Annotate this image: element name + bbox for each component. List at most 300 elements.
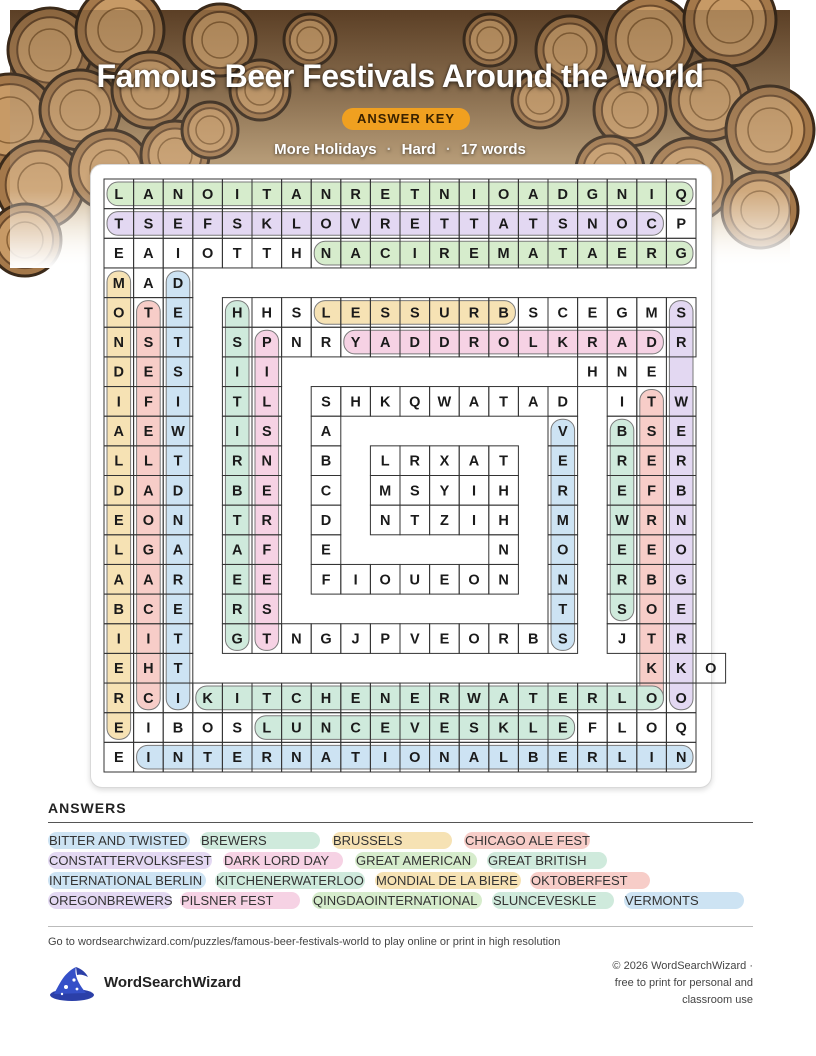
- answer-text: BRUSSELS: [333, 833, 403, 848]
- grid-letter: J: [351, 631, 360, 648]
- grid-letter: O: [705, 661, 717, 678]
- grid-letter: L: [114, 453, 124, 470]
- grid-letter: E: [113, 750, 124, 767]
- grid-canvas[interactable]: [104, 179, 717, 772]
- footer-divider: [48, 926, 753, 927]
- grid-letter: G: [231, 631, 243, 648]
- grid-letter: R: [557, 483, 569, 500]
- grid-letter: R: [587, 750, 598, 767]
- grid-letter: E: [617, 542, 627, 559]
- grid-letter: E: [676, 424, 687, 441]
- grid-letter: Q: [675, 186, 687, 203]
- grid-letter: W: [674, 394, 689, 411]
- grid-letter: K: [498, 720, 509, 737]
- grid-letter: N: [291, 335, 302, 352]
- grid-letter: A: [468, 750, 480, 767]
- grid-letter: N: [439, 186, 450, 203]
- grid-letter: S: [232, 720, 243, 737]
- grid-letter: P: [676, 216, 687, 233]
- grid-letter: R: [587, 690, 598, 707]
- grid-letter: A: [143, 275, 154, 292]
- grid-letter: E: [261, 572, 272, 589]
- grid-letter: R: [675, 631, 687, 648]
- answer-text: SLUNCEVESKLE: [493, 893, 597, 908]
- answer-text: KITCHENERWATERLOO: [216, 873, 364, 888]
- grid-letter: M: [112, 275, 125, 292]
- grid-letter: U: [439, 305, 450, 322]
- grid-letter: B: [646, 572, 657, 589]
- grid-letter: H: [231, 305, 243, 322]
- grid-letter: D: [172, 483, 184, 500]
- word-count-label: 17 words: [460, 141, 526, 158]
- grid-letter: Y: [439, 483, 450, 500]
- brand-name[interactable]: WordSearchWizard: [104, 974, 242, 991]
- grid-letter: F: [647, 483, 657, 500]
- grid-letter: O: [468, 631, 480, 648]
- grid-letter: I: [146, 720, 151, 737]
- grid-letter: C: [291, 690, 302, 707]
- grid-letter: E: [676, 601, 687, 618]
- grid-letter: S: [528, 305, 539, 322]
- grid-letter: I: [619, 394, 625, 411]
- answer-text: DARK LORD DAY: [224, 853, 330, 868]
- grid-letter: C: [320, 483, 332, 500]
- grid-letter: X: [439, 453, 450, 470]
- grid-letter: L: [528, 335, 538, 352]
- grid-letter: J: [617, 631, 627, 648]
- grid-letter: N: [379, 690, 391, 707]
- grid-letter: F: [143, 394, 153, 411]
- grid-letter: M: [556, 512, 569, 529]
- grid-letter: A: [113, 424, 125, 441]
- grid-letter: E: [143, 364, 154, 381]
- grid-letter: R: [261, 512, 273, 529]
- category-label[interactable]: More Holidays: [274, 141, 377, 158]
- grid-letter: O: [201, 186, 214, 203]
- grid-letter: M: [645, 305, 658, 322]
- grid-letter: E: [261, 483, 272, 500]
- answers-divider: [48, 822, 753, 823]
- answer-item: [48, 852, 212, 869]
- answer-item: [530, 872, 628, 889]
- grid-letter: N: [172, 186, 184, 203]
- grid-letter: T: [469, 216, 479, 233]
- grid-letter: O: [557, 542, 569, 559]
- grid-letter: R: [113, 690, 125, 707]
- grid-letter: E: [587, 305, 598, 322]
- answer-text: CHICAGO ALE FEST: [465, 833, 590, 848]
- grid-letter: S: [557, 631, 568, 648]
- grid-letter: C: [143, 601, 154, 618]
- grid-letter: A: [527, 394, 539, 411]
- answer-item: [48, 832, 187, 849]
- grid-letter: S: [469, 720, 479, 737]
- grid-letter: O: [645, 720, 658, 737]
- grid-letter: L: [617, 690, 627, 707]
- grid-letter: O: [201, 246, 214, 263]
- grid-letter: T: [173, 453, 183, 470]
- grid-letter: A: [468, 453, 480, 470]
- grid-letter: G: [320, 631, 332, 648]
- grid-letter: A: [350, 246, 361, 263]
- grid-letter: S: [232, 335, 243, 352]
- grid-letter: B: [231, 483, 243, 500]
- grid-letter: K: [261, 216, 273, 233]
- grid-letter: A: [527, 186, 539, 203]
- grid-letter: E: [380, 186, 391, 203]
- grid-letter: N: [291, 631, 302, 648]
- grid-letter: M: [497, 246, 510, 263]
- grid-letter: D: [320, 512, 332, 529]
- grid-letter: W: [437, 394, 452, 411]
- grid-letter: R: [587, 335, 598, 352]
- grid-letter: H: [498, 512, 509, 529]
- answer-item: [200, 832, 267, 849]
- grid-letter: B: [616, 424, 628, 441]
- answer-text: GREAT AMERICAN: [356, 853, 472, 868]
- grid-letter: E: [646, 453, 657, 470]
- grid-letter: N: [379, 512, 391, 529]
- grid-letter: I: [175, 394, 181, 411]
- grid-letter: A: [143, 246, 154, 263]
- grid-letter: G: [675, 246, 687, 263]
- grid-letter: R: [439, 246, 450, 263]
- grid-letter: R: [616, 453, 628, 470]
- answer-item: [223, 852, 329, 869]
- grid-letter: T: [647, 631, 657, 648]
- grid-letter: T: [558, 246, 568, 263]
- answer-text: CONSTATTERVOLKSFEST: [49, 853, 212, 868]
- wizard-hat-icon[interactable]: [46, 963, 94, 1003]
- grid-letter: O: [616, 216, 628, 233]
- grid-letter: N: [320, 186, 332, 203]
- grid-letter: T: [232, 512, 242, 529]
- grid-letter: T: [262, 186, 272, 203]
- grid-letter: G: [586, 186, 599, 203]
- grid-letter: A: [616, 335, 628, 352]
- grid-letter: H: [261, 305, 273, 322]
- grid-letter: O: [645, 601, 658, 618]
- grid-letter: L: [291, 216, 301, 233]
- grid-letter: E: [409, 216, 420, 233]
- grid-letter: A: [143, 483, 154, 500]
- grid-letter: L: [617, 720, 627, 737]
- grid-letter: C: [557, 305, 569, 322]
- grid-letter: P: [261, 335, 272, 352]
- grid-letter: S: [261, 424, 272, 441]
- footer-link[interactable]: Go to wordsearchwizard.com/puzzles/famous-beer-festivals-world to play online or print in high resolution: [48, 936, 561, 948]
- grid-letter: U: [409, 572, 421, 589]
- grid-letter: O: [142, 512, 155, 529]
- grid-letter: H: [320, 690, 332, 707]
- grid-letter: F: [203, 216, 213, 233]
- grid-letter: L: [380, 453, 390, 470]
- grid-letter: I: [353, 572, 358, 589]
- grid-letter: L: [143, 453, 153, 470]
- grid-letter: Q: [409, 394, 421, 411]
- grid-letter: E: [232, 572, 243, 589]
- page-title: Famous Beer Festivals Around the World: [96, 58, 704, 94]
- grid-letter: R: [646, 246, 657, 263]
- grid-letter: Z: [439, 512, 449, 529]
- grid-letter: S: [321, 394, 331, 411]
- grid-letter: L: [617, 750, 627, 767]
- grid-letter: R: [231, 453, 243, 470]
- grid-letter: L: [528, 720, 538, 737]
- grid-letter: T: [173, 661, 183, 678]
- grid-letter: A: [320, 424, 332, 441]
- grid-letter: S: [617, 601, 627, 618]
- grid-letter: L: [262, 394, 272, 411]
- grid-letter: D: [439, 335, 450, 352]
- grid-letter: R: [646, 512, 657, 529]
- grid-letter: E: [113, 246, 124, 263]
- answer-item: [180, 892, 273, 909]
- grid-letter: E: [350, 305, 361, 322]
- grid-letter: E: [232, 750, 243, 767]
- answer-text: QINGDAOINTERNATIONAL: [313, 893, 478, 908]
- grid-letter: K: [379, 394, 391, 411]
- grid-letter: E: [143, 424, 154, 441]
- grid-letter: A: [113, 572, 125, 589]
- grid-letter: N: [616, 364, 628, 381]
- grid-letter: N: [498, 542, 509, 559]
- grid-letter: B: [498, 305, 509, 322]
- grid-letter: A: [527, 246, 539, 263]
- grid-letter: N: [320, 246, 332, 263]
- grid-letter: W: [171, 424, 185, 441]
- grid-letter: I: [146, 750, 151, 767]
- grid-letter: S: [676, 305, 687, 322]
- grid-letter: W: [467, 690, 481, 707]
- grid-letter: O: [497, 186, 510, 203]
- grid-letter: S: [173, 364, 183, 381]
- grid-letter: G: [616, 305, 628, 322]
- grid-letter: W: [615, 512, 629, 529]
- grid-letter: H: [143, 661, 154, 678]
- difficulty-label: Hard: [401, 141, 436, 158]
- grid-letter: R: [675, 453, 687, 470]
- grid-letter: R: [350, 186, 361, 203]
- grid-letter: K: [675, 661, 687, 678]
- grid-letter: N: [291, 750, 302, 767]
- grid-letter: I: [649, 750, 654, 767]
- grid-letter: A: [379, 335, 391, 352]
- grid-letter: R: [616, 572, 628, 589]
- grid-letter: S: [143, 335, 154, 352]
- grid-letter: K: [202, 690, 213, 707]
- copyright-line: classroom use: [682, 994, 753, 1006]
- answer-item: [312, 892, 477, 909]
- grid-letter: H: [291, 246, 302, 263]
- grid-letter: I: [264, 364, 269, 381]
- answer-text: INTERNATIONAL BERLIN: [49, 873, 203, 888]
- grid-letter: D: [113, 483, 125, 500]
- answer-text: BITTER AND TWISTED: [49, 833, 188, 848]
- grid-letter: O: [379, 572, 391, 589]
- grid-letter: V: [350, 216, 361, 233]
- grid-letter: E: [557, 690, 568, 707]
- grid-letter: N: [261, 453, 273, 470]
- grid-letter: A: [172, 542, 184, 559]
- grid-letter: O: [409, 750, 421, 767]
- grid-letter: D: [113, 364, 125, 381]
- grid-letter: T: [499, 453, 509, 470]
- grid-letter: R: [172, 572, 184, 589]
- grid-letter: O: [320, 216, 332, 233]
- grid-letter: T: [262, 246, 272, 263]
- grid-letter: N: [172, 750, 184, 767]
- grid-letter: I: [175, 246, 181, 263]
- grid-letter: G: [142, 542, 155, 559]
- grid-letter: I: [383, 750, 388, 767]
- grid-letter: E: [617, 246, 627, 263]
- answer-item: [215, 872, 364, 889]
- answer-text: GREAT BRITISH: [488, 853, 587, 868]
- answer-item: [375, 872, 518, 889]
- grid-letter: E: [557, 750, 568, 767]
- grid-letter: T: [262, 690, 272, 707]
- grid-letter: E: [646, 542, 657, 559]
- grid-letter: S: [557, 216, 568, 233]
- grid-letter: I: [116, 631, 121, 648]
- grid-letter: S: [380, 305, 391, 322]
- grid-letter: A: [143, 186, 154, 203]
- grid-letter: A: [143, 572, 154, 589]
- answer-item: [48, 892, 173, 909]
- grid-letter: T: [173, 631, 183, 648]
- grid-letter: A: [320, 750, 332, 767]
- grid-letter: T: [203, 750, 213, 767]
- grid-letter: S: [143, 216, 154, 233]
- grid-letter: S: [291, 305, 302, 322]
- grid-letter: O: [201, 720, 214, 737]
- answer-item: [48, 872, 202, 889]
- grid-letter: T: [499, 394, 509, 411]
- grid-letter: E: [409, 690, 420, 707]
- grid-letter: R: [498, 631, 509, 648]
- grid-letter: E: [173, 216, 183, 233]
- grid-letter: O: [113, 305, 125, 322]
- grid-letter: S: [646, 424, 657, 441]
- grid-letter: A: [498, 690, 509, 707]
- grid-letter: C: [143, 690, 154, 707]
- grid-letter: E: [439, 631, 450, 648]
- grid-letter: S: [409, 483, 420, 500]
- grid-letter: E: [380, 720, 391, 737]
- grid-letter: T: [351, 750, 361, 767]
- answer-item: [464, 832, 590, 849]
- grid-letter: B: [113, 601, 125, 618]
- grid-letter: S: [232, 216, 243, 233]
- copyright-notice: [560, 958, 753, 1009]
- grid-letter: T: [262, 631, 272, 648]
- grid-letter: E: [557, 720, 568, 737]
- grid-letter: R: [468, 305, 480, 322]
- grid-letter: B: [527, 750, 539, 767]
- grid-letter: T: [410, 186, 420, 203]
- grid-letter: K: [557, 335, 569, 352]
- grid-letter: E: [173, 305, 183, 322]
- grid-letter: D: [409, 335, 421, 352]
- grid-letter: I: [235, 186, 240, 203]
- grid-letter: N: [675, 512, 687, 529]
- grid-letter: N: [172, 512, 184, 529]
- grid-letter: Y: [350, 335, 361, 352]
- grid-letter: E: [469, 246, 479, 263]
- answer-text: VERMONTS: [625, 893, 699, 908]
- grid-letter: L: [114, 542, 124, 559]
- grid-letter: D: [646, 335, 657, 352]
- grid-letter: M: [379, 483, 392, 500]
- grid-letter: A: [468, 394, 480, 411]
- answer-text: MONDIAL DE LA BIERE: [376, 873, 518, 888]
- answer-text: PILSNER FEST: [181, 893, 274, 908]
- grid-letter: I: [235, 364, 240, 381]
- grid-letter: I: [235, 690, 240, 707]
- grid-letter: T: [232, 246, 242, 263]
- grid-letter: A: [231, 542, 243, 559]
- grid-letter: L: [262, 720, 272, 737]
- grid-letter: N: [498, 572, 509, 589]
- word-search-grid[interactable]: [104, 179, 717, 772]
- grid-letter: R: [320, 335, 332, 352]
- grid-letter: I: [175, 690, 181, 707]
- grid-letter: A: [587, 246, 598, 263]
- grid-letter: B: [320, 453, 332, 470]
- grid-letter: L: [499, 750, 509, 767]
- grid-letter: E: [646, 364, 657, 381]
- answer-key-badge: ANSWER KEY: [342, 108, 470, 130]
- grid-letter: C: [379, 246, 391, 263]
- answer-item: [355, 852, 471, 869]
- grid-letter: R: [379, 216, 391, 233]
- grid-letter: E: [113, 661, 124, 678]
- grid-letter: I: [471, 483, 477, 500]
- grid-letter: E: [113, 512, 124, 529]
- grid-letter: E: [350, 690, 361, 707]
- grid-letter: N: [675, 750, 687, 767]
- answer-item: [492, 892, 596, 909]
- grid-letter: T: [232, 394, 242, 411]
- grid-letter: S: [409, 305, 420, 322]
- grid-letter: E: [617, 483, 627, 500]
- grid-letter: R: [675, 335, 687, 352]
- grid-letter: T: [647, 394, 657, 411]
- grid-letter: O: [497, 335, 510, 352]
- grid-letter: R: [468, 335, 480, 352]
- grid-letter: A: [498, 216, 509, 233]
- grid-letter: T: [410, 512, 420, 529]
- answer-text: OREGONBREWERS: [49, 893, 173, 908]
- grid-letter: R: [261, 750, 273, 767]
- grid-letter: L: [321, 305, 331, 322]
- grid-letter: B: [675, 483, 687, 500]
- grid-letter: R: [409, 453, 421, 470]
- grid-letter: U: [291, 720, 302, 737]
- grid-letter: E: [439, 720, 450, 737]
- answer-item: [332, 832, 402, 849]
- grid-letter: E: [321, 542, 331, 559]
- grid-letter: T: [558, 601, 568, 618]
- grid-letter: F: [262, 542, 272, 559]
- grid-letter: I: [649, 186, 654, 203]
- copyright-line: free to print for personal and: [614, 977, 753, 989]
- answer-text: BREWERS: [201, 833, 267, 848]
- grid-letter: H: [498, 483, 509, 500]
- grid-letter: D: [557, 394, 569, 411]
- grid-letter: A: [291, 186, 302, 203]
